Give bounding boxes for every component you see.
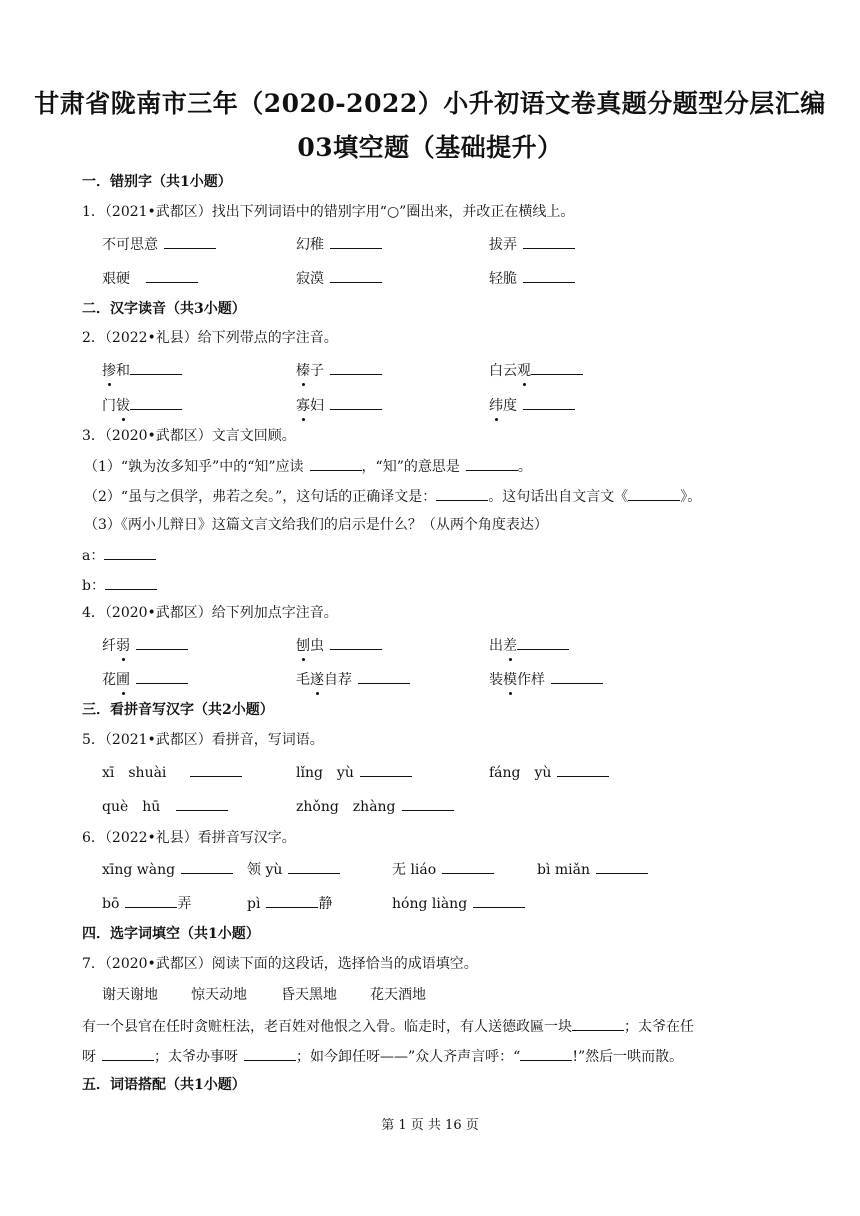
- dotted-char: 遂: [310, 672, 324, 688]
- dotted-char: 观: [517, 363, 531, 379]
- dotted-char: 模: [503, 672, 517, 688]
- page-footer: 第 1 页 共 16 页: [381, 1118, 479, 1133]
- q7-text: ；太爷在任: [624, 1019, 694, 1035]
- answer-blank[interactable]: [596, 859, 648, 874]
- q7-text: ；如今卸任呀——”众人齐声言呼：“: [296, 1049, 521, 1065]
- question-1: 1．（2021•武都区）找出下列词语中的错别字用“○”圈出来，并改正在横线上。: [82, 204, 575, 220]
- q3-text: 。这句话出自文言文《: [488, 489, 629, 505]
- q2-item: [489, 360, 583, 381]
- answer-blank[interactable]: [104, 545, 156, 560]
- q6-item: [102, 893, 191, 914]
- q1-word: 拔弄: [489, 237, 517, 253]
- q4-item: [489, 635, 569, 656]
- q3-label: b：: [82, 578, 105, 594]
- q5-item: [296, 796, 454, 817]
- answer-blank[interactable]: [244, 1046, 296, 1061]
- q5-item: [102, 796, 228, 817]
- question-2: 2．（2022•礼县）给下列带点的字注音。: [82, 330, 338, 346]
- q2-item: [102, 360, 182, 381]
- answer-blank[interactable]: [310, 456, 362, 471]
- q4-item: [489, 669, 603, 690]
- q3-part-3: （3）《两小儿辩日》这篇文言文给我们的启示是什么？（从两个角度表达）: [84, 517, 548, 533]
- answer-blank[interactable]: [520, 1046, 572, 1061]
- answer-blank[interactable]: [136, 669, 188, 684]
- pinyin: pì: [247, 896, 261, 912]
- answer-blank[interactable]: [330, 268, 382, 283]
- q4-item: [102, 635, 188, 656]
- q6-char: 弄: [177, 896, 192, 912]
- q3-text: （1）“孰为汝多知乎”中的“知”应读: [84, 459, 304, 475]
- q3-part-1: [84, 456, 532, 477]
- answer-blank[interactable]: [551, 669, 603, 684]
- answer-blank[interactable]: [288, 859, 340, 874]
- pinyin: bō: [102, 896, 120, 912]
- q1-item: [102, 234, 216, 255]
- q1-word: 艰硬: [102, 271, 130, 287]
- answer-blank[interactable]: [442, 859, 494, 874]
- q3-label: a：: [82, 548, 105, 564]
- q4-char: 出: [489, 638, 503, 654]
- answer-blank[interactable]: [628, 486, 680, 501]
- pinyin: 领 yù: [247, 862, 283, 878]
- question-5: 5．（2021•武都区）看拼音，写词语。: [82, 732, 324, 748]
- q6-item: [247, 859, 340, 880]
- q3-answer-a: [82, 545, 156, 566]
- dotted-char: 钹: [116, 398, 130, 414]
- answer-blank[interactable]: [181, 859, 233, 874]
- dotted-char: 寡: [296, 398, 310, 414]
- q3-text: ，“知”的意思是: [361, 459, 460, 475]
- answer-blank[interactable]: [360, 762, 412, 777]
- q2-item: [489, 395, 575, 416]
- q6-char: 静: [318, 896, 333, 912]
- q6-item: [537, 859, 648, 880]
- answer-blank[interactable]: [466, 456, 518, 471]
- answer-blank[interactable]: [125, 893, 177, 908]
- answer-blank[interactable]: [266, 893, 318, 908]
- answer-blank[interactable]: [330, 395, 382, 410]
- pinyin: bì miǎn: [537, 862, 591, 878]
- pinyin: xīng wàng: [102, 862, 176, 878]
- section-heading-4: 四．选字词填空（共1小题）: [82, 926, 260, 942]
- answer-blank[interactable]: [473, 893, 525, 908]
- q3-answer-b: [82, 575, 157, 596]
- page-subtitle: 03填空题（基础提升）: [297, 133, 563, 162]
- q7-choice: 昏天黑地: [281, 987, 337, 1003]
- q6-item: [392, 893, 525, 914]
- q1-item: [296, 268, 382, 289]
- answer-blank[interactable]: [330, 360, 382, 375]
- q7-text: !”然后一哄而散。: [572, 1049, 684, 1065]
- answer-blank[interactable]: [436, 486, 488, 501]
- q4-char: 毛: [296, 672, 310, 688]
- dotted-char: 弱: [116, 638, 130, 654]
- q2-char: 度: [503, 398, 517, 414]
- q1-item: [102, 268, 198, 289]
- question-6: 6．（2022•礼县）看拼音写汉字。: [82, 830, 296, 846]
- q3-text: （2）“虽与之俱学，弗若之矣。”，这句话的正确译文是：: [84, 489, 437, 505]
- answer-blank[interactable]: [130, 360, 182, 375]
- q4-item: [296, 635, 382, 656]
- answer-blank[interactable]: [523, 234, 575, 249]
- answer-blank[interactable]: [330, 635, 382, 650]
- section-heading-3: 三．看拼音写汉字（共2小题）: [82, 702, 274, 718]
- dotted-char: 刨: [296, 638, 310, 654]
- q7-choice: 惊天动地: [191, 987, 247, 1003]
- pinyin: fáng yù: [489, 765, 552, 781]
- question-4: 4．（2020•武都区）给下列加点字注音。: [82, 605, 338, 621]
- q3-text: 。: [517, 459, 532, 475]
- q4-item: [296, 669, 410, 690]
- dotted-char: 掺: [102, 363, 116, 379]
- q2-char: 妇: [310, 398, 324, 414]
- q6-item: [102, 859, 233, 880]
- q7-choice: 谢天谢地: [102, 987, 158, 1003]
- answer-blank[interactable]: [523, 268, 575, 283]
- q4-char: 纤: [102, 638, 116, 654]
- answer-blank[interactable]: [517, 635, 569, 650]
- answer-blank[interactable]: [136, 635, 188, 650]
- q7-choice: 花天酒地: [370, 987, 426, 1003]
- q4-char: 虫: [310, 638, 324, 654]
- answer-blank[interactable]: [164, 234, 216, 249]
- q1-item: [296, 234, 382, 255]
- q2-item: [296, 395, 382, 416]
- answer-blank[interactable]: [402, 796, 454, 811]
- q7-text: 呀: [82, 1049, 96, 1065]
- dotted-char: 榛: [296, 363, 310, 379]
- dotted-char: 差: [503, 638, 517, 654]
- q2-char: 门: [102, 398, 116, 414]
- pinyin: zhǒng zhàng: [296, 799, 396, 815]
- q1-word: 寂漠: [296, 271, 324, 287]
- q4-char: 自荐: [324, 672, 352, 688]
- q1-item: [489, 268, 575, 289]
- q4-char: 作样: [517, 672, 545, 688]
- answer-blank[interactable]: [330, 234, 382, 249]
- q1-item: [489, 234, 575, 255]
- pinyin: què hū: [102, 799, 161, 815]
- dotted-char: 圃: [116, 672, 130, 688]
- q7-paragraph-line-2: [82, 1046, 683, 1067]
- q7-text: 有一个县官在任时贪赃枉法，老百姓对他恨之入骨。临走时，有人送德政匾一块: [82, 1019, 572, 1035]
- answer-blank[interactable]: [146, 268, 198, 283]
- q2-char: 子: [310, 363, 324, 379]
- q5-item: [489, 762, 609, 783]
- answer-blank[interactable]: [523, 395, 575, 410]
- answer-blank[interactable]: [190, 762, 242, 777]
- q1-word: 幻稚: [296, 237, 324, 253]
- q2-item: [296, 360, 382, 381]
- q5-item: [296, 762, 412, 783]
- q3-part-2: [84, 486, 701, 507]
- question-3: 3．（2020•武都区）文言文回顾。: [82, 428, 296, 444]
- q7-text: ；太爷办事呀: [154, 1049, 238, 1065]
- q5-item: [102, 762, 242, 783]
- q2-char: 白云: [489, 363, 517, 379]
- answer-blank[interactable]: [531, 360, 583, 375]
- answer-blank[interactable]: [105, 575, 157, 590]
- q4-item: [102, 669, 188, 690]
- q2-char: 和: [116, 363, 130, 379]
- answer-blank[interactable]: [102, 1046, 154, 1061]
- pinyin: hóng liàng: [392, 896, 468, 912]
- dotted-char: 纬: [489, 398, 503, 414]
- q7-paragraph-line-1: [82, 1016, 694, 1037]
- q4-char: 花: [102, 672, 116, 688]
- q2-item: [102, 395, 182, 416]
- answer-blank[interactable]: [572, 1016, 624, 1031]
- q1-word: 轻脆: [489, 271, 517, 287]
- pinyin: xī shuài: [102, 765, 167, 781]
- page-title: 甘肃省陇南市三年（2020-2022）小升初语文卷真题分题型分层汇编: [34, 89, 826, 118]
- section-heading-1: 一．错别字（共1小题）: [82, 174, 232, 190]
- answer-blank[interactable]: [557, 762, 609, 777]
- q3-text: 》。: [680, 489, 702, 505]
- pinyin: lǐng yù: [296, 765, 354, 781]
- q6-item: [392, 859, 494, 880]
- answer-blank[interactable]: [358, 669, 410, 684]
- answer-blank[interactable]: [130, 395, 182, 410]
- q4-char: 装: [489, 672, 503, 688]
- q1-word: 不可思意: [102, 237, 158, 253]
- pinyin: 无 liáo: [392, 862, 437, 878]
- answer-blank[interactable]: [176, 796, 228, 811]
- q6-item: [247, 893, 332, 914]
- section-heading-5: 五．词语搭配（共1小题）: [82, 1077, 246, 1093]
- question-7: 7．（2020•武都区）阅读下面的这段话，选择恰当的成语填空。: [82, 956, 478, 972]
- section-heading-2: 二．汉字读音（共3小题）: [82, 301, 246, 317]
